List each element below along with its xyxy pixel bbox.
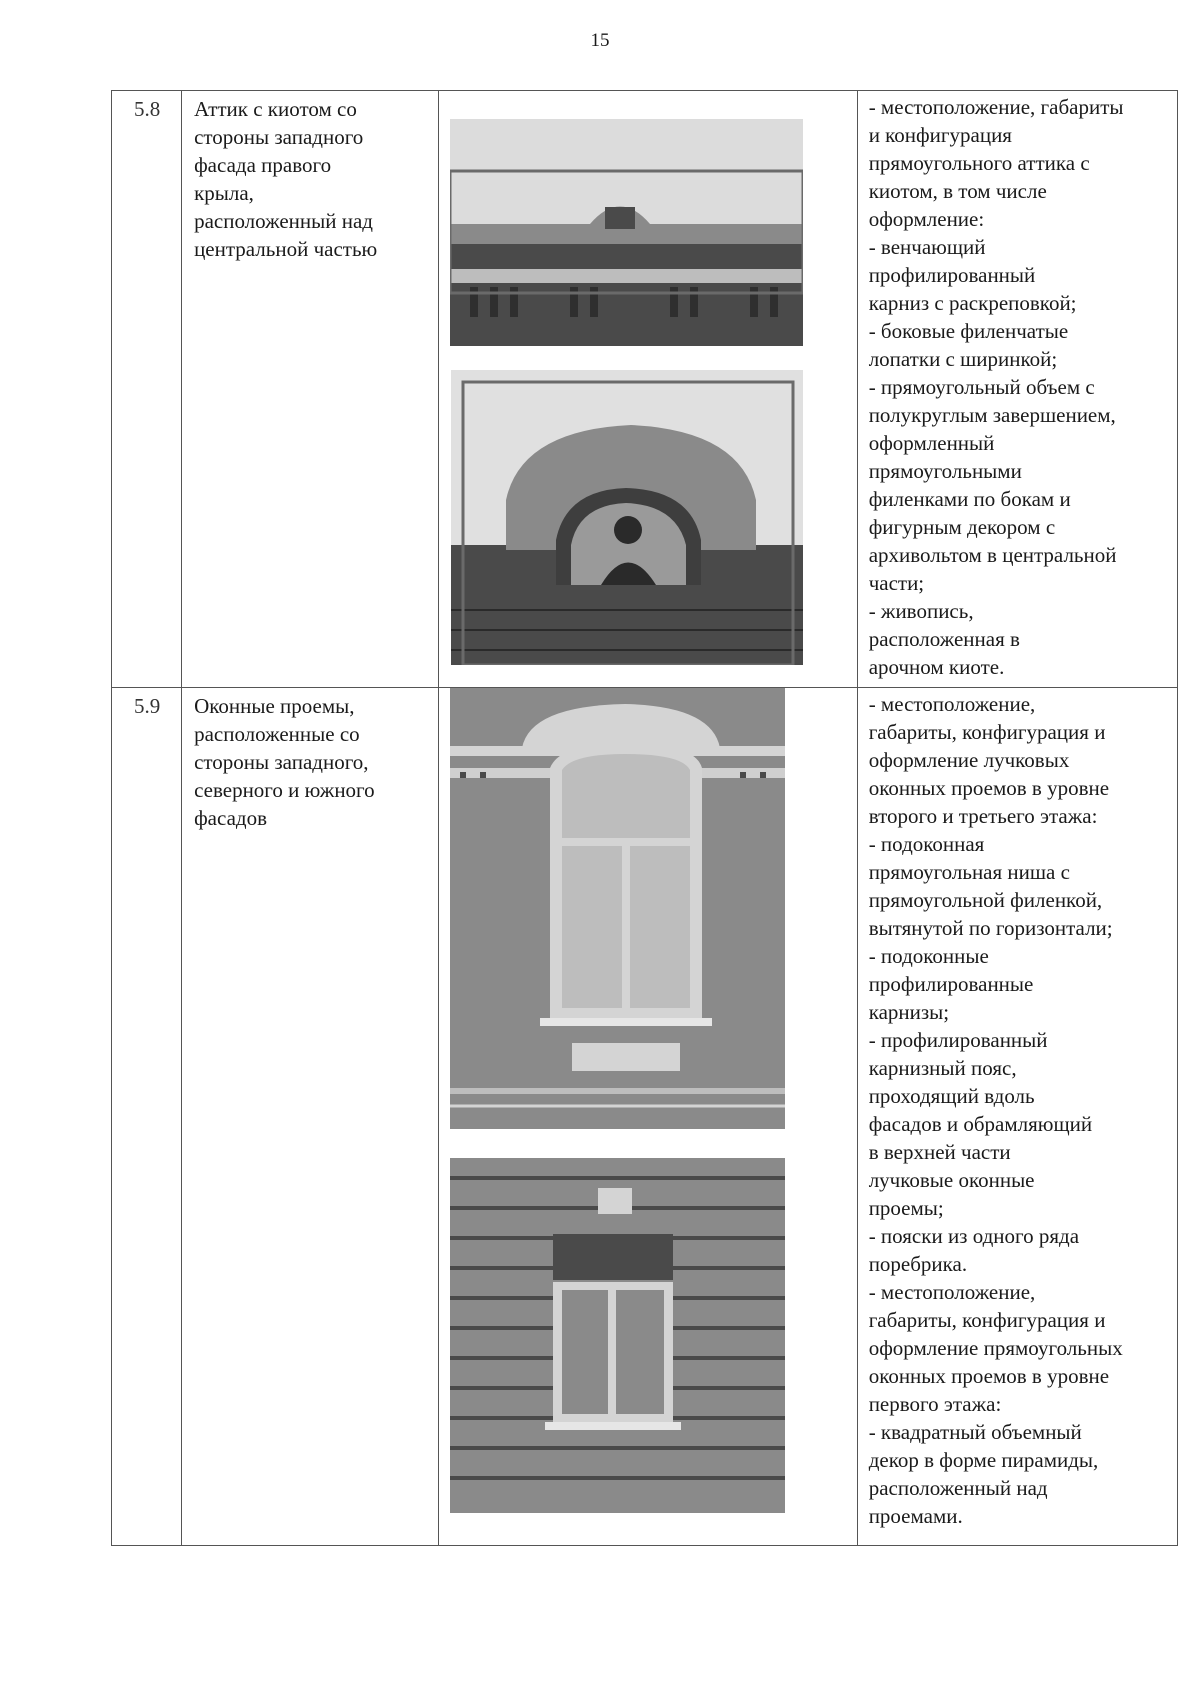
description-line: фасадов и обрамляющий [868, 1112, 1093, 1136]
arched-window-photo [450, 688, 785, 1129]
description-line: оформленный [868, 431, 995, 455]
description-line: оформление лучковых [868, 748, 1070, 772]
description-line: части; [868, 571, 925, 595]
feature-name-line: расположенные со [194, 722, 360, 746]
description-line: оконных проемов в уровне [868, 776, 1110, 800]
description-line: - квадратный объемный [868, 1420, 1082, 1444]
description-line: архивольтом в центральной [868, 543, 1117, 567]
description-line: вытянутой по горизонтали; [868, 916, 1113, 940]
description-line: прямоугольного аттика с [868, 151, 1090, 175]
description-line: арочном киоте. [868, 655, 1005, 679]
description-line: оформление: [868, 207, 985, 231]
description-line: фигурным декором с [868, 515, 1056, 539]
description-line: профилированный [868, 263, 1036, 287]
rectangular-window-photo [450, 1158, 785, 1513]
description-line: полукруглым завершением, [868, 403, 1116, 427]
feature-name-line: расположенный над [194, 209, 373, 233]
feature-name-line: стороны западного, [194, 750, 369, 774]
description-line: - живопись, [868, 599, 974, 623]
description-line: поребрика. [868, 1252, 968, 1276]
attic-facade-photo [450, 119, 803, 346]
feature-name-line: фасадов [194, 806, 267, 830]
description-line: в верхней части [868, 1140, 1011, 1164]
description-line: - боковые филенчатые [868, 319, 1069, 343]
description-line: оформление прямоугольных [868, 1336, 1123, 1360]
row-number: 5.8 [134, 97, 161, 121]
description-line: - пояски из одного ряда [868, 1224, 1080, 1248]
feature-description [858, 688, 1177, 1530]
feature-name-line: центральной частью [194, 237, 378, 261]
description-line: второго и третьего этажа: [868, 804, 1098, 828]
description-line: - подоконная [868, 832, 985, 856]
table-row-5-9 [112, 688, 1178, 1546]
description-line: оконных проемов в уровне [868, 1364, 1110, 1388]
row-number: 5.9 [134, 694, 161, 718]
description-line: и конфигурация [868, 123, 1012, 147]
description-line: проходящий вдоль [868, 1084, 1035, 1108]
description-line: прямоугольная ниша с [868, 860, 1070, 884]
description-line: проемами. [868, 1504, 963, 1528]
description-line: проемы; [868, 1196, 944, 1220]
page-number: 15 [590, 30, 610, 51]
description-line: первого этажа: [868, 1392, 1002, 1416]
description-line: карниз с раскреповкой; [868, 291, 1077, 315]
description-line: филенками по бокам и [868, 487, 1071, 511]
description-line: расположенная в [868, 627, 1020, 651]
description-line: лопатки с ширинкой; [868, 347, 1058, 371]
description-line: габариты, конфигурация и [868, 720, 1106, 744]
description-line: карнизы; [868, 1000, 950, 1024]
description-line: прямоугольными [868, 459, 1022, 483]
feature-name [182, 91, 438, 263]
description-line: декор в форме пирамиды, [868, 1448, 1099, 1472]
monument-features-table [111, 90, 1178, 1546]
feature-name-line: Оконные проемы, [194, 694, 355, 718]
description-line: - местоположение, габариты [868, 95, 1124, 119]
table-row-5-8 [112, 91, 1178, 688]
feature-name-line: фасада правого [194, 153, 332, 177]
kiot-icon-photo [451, 370, 803, 665]
description-line: - местоположение, [868, 692, 1036, 716]
feature-description [858, 91, 1177, 681]
description-line: - местоположение, [868, 1280, 1036, 1304]
description-line: - профилированный [868, 1028, 1048, 1052]
feature-name-line: крыла, [194, 181, 254, 205]
description-line: габариты, конфигурация и [868, 1308, 1106, 1332]
description-line: карнизный пояс, [868, 1056, 1017, 1080]
feature-name-line: стороны западного [194, 125, 364, 149]
description-line: профилированные [868, 972, 1034, 996]
feature-name-line: северного и южного [194, 778, 375, 802]
description-line: - венчающий [868, 235, 986, 259]
description-line: лучковые оконные [868, 1168, 1035, 1192]
description-line: - подоконные [868, 944, 989, 968]
feature-name-line: Аттик с киотом со [194, 97, 357, 121]
description-line: расположенный над [868, 1476, 1048, 1500]
feature-name [182, 688, 438, 832]
description-line: прямоугольной филенкой, [868, 888, 1103, 912]
description-line: - прямоугольный объем с [868, 375, 1095, 399]
description-line: киотом, в том числе [868, 179, 1047, 203]
